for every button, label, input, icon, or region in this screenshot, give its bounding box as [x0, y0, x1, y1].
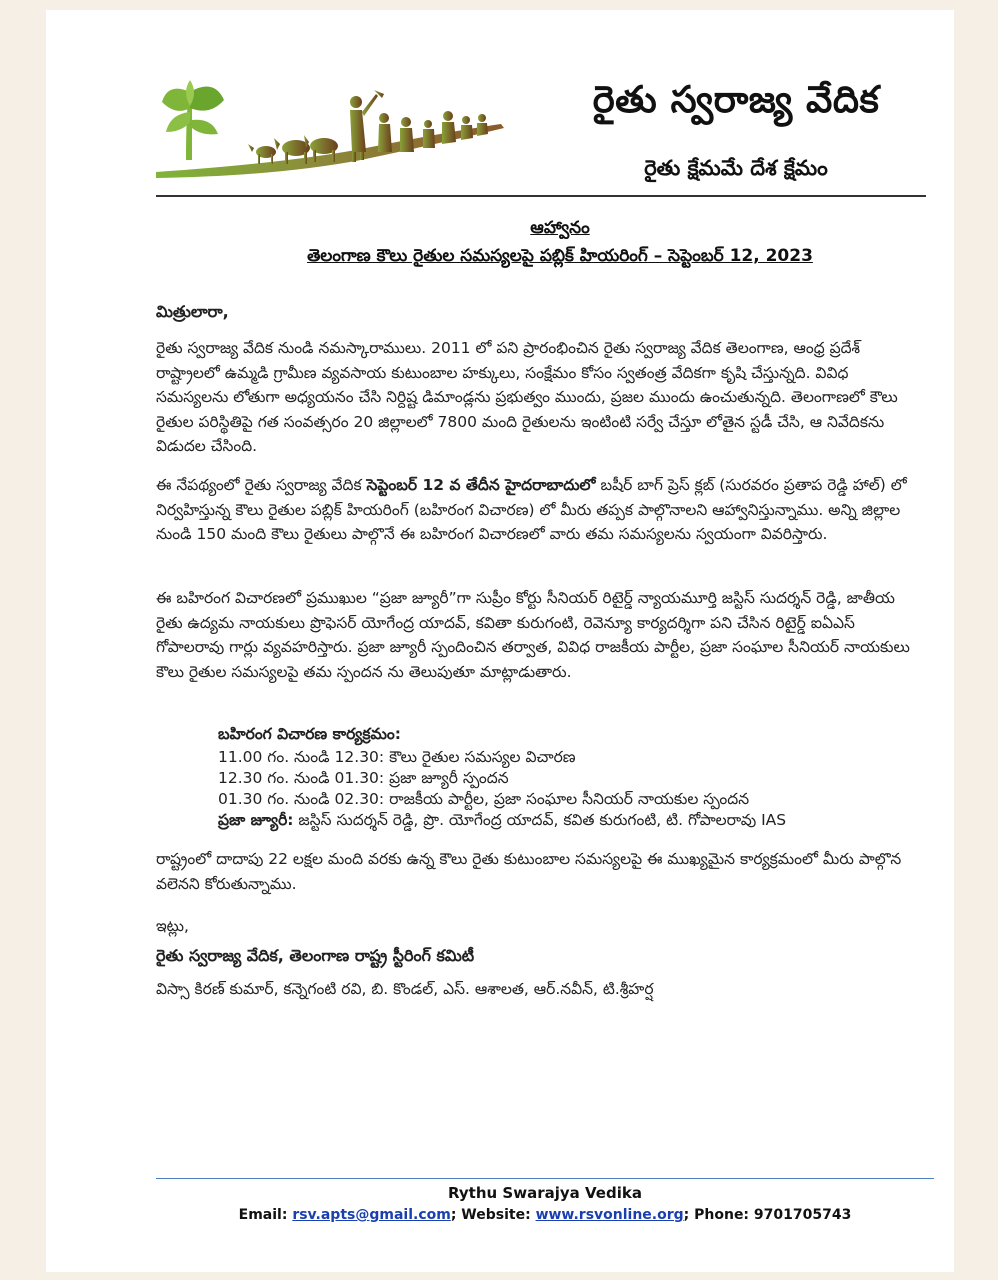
- paragraph-invitation-pre: ఈ నేపథ్యంలో రైతు స్వరాజ్య వేదిక: [156, 476, 367, 494]
- closing-regards: ఇట్లు,: [156, 917, 189, 935]
- paragraph-jury: ఈ బహిరంగ విచారణలో ప్రముఖుల “ప్రజా జ్యూరీ”గా సుప్రీం కోర్టు సీనియర్ రిటైర్డ్ న్యాయమూర్తి జస్టిస్ సుదర్శన్ రెడ్డి, జాతీయ రైతు ఉద్యమ నాయకులు ప్రొఫెసర్ యోగేంద్ర యాదవ్, కవితా కురుగంటి, రెవెన్యూ కార్యదర్శిగా పని చేసిన రిటైర్డ్ ఐఏఎస్ గోపాలరావు గార్లు వ్యవహరిస్తారు. ప్రజా జ్యూరీ స్పందించిన తర్వాత, వివిధ రాజకీయ పార్టీల, ప్రజా సంఘాల సీనియర్ నాయకులు కౌలు రైతుల సమస్యలపై తమ స్పందన ను తెలుపుతూ మాట్లాడుతారు.: [156, 589, 910, 681]
- website-link[interactable]: www.rsvonline.org: [535, 1207, 684, 1223]
- invitation-title: ఆహ్వానం: [530, 218, 590, 238]
- paragraph-invitation-post: బషీర్ బాగ్ ప్రెస్ క్లబ్ (సురవరం ప్రతాప రెడ్డి హాల్) లో నిర్వహిస్తున్న కౌలు రైతుల పబ్లిక్ హియరింగ్ (బహిరంగ విచారణ) లో మీరు తప్పక పాల్గొనాలని ఆహ్వానిస్తున్నాము. అన్ని జిల్లాల నుండి 150 మంది కౌలు రైతులు పాల్గొనే ఈ బహిరంగ విచారణలో వారు తమ సమస్యలను స్వయంగా వివరిస్తారు.: [156, 476, 907, 543]
- org-tagline: రైతు క్షేమమే దేశ క్షేమం: [644, 156, 828, 180]
- footer-org-name: Rythu Swarajya Vedika: [448, 1184, 642, 1202]
- header-divider: [156, 195, 926, 197]
- email-label: Email:: [238, 1207, 293, 1223]
- paragraph-intro: రైతు స్వరాజ్య వేదిక నుండి నమస్కారాములు. 2011 లో పని ప్రారంభించిన రైతు స్వరాజ్య వేదిక తెలంగాణ, ఆంధ్ర ప్రదేశ్ రాష్ట్రాలలో ఉమ్మడి గ్రామీణ వ్యవసాయ కుటుంబాల హక్కులు, సంక్షేమం కోసం స్వతంత్ర వేదికగా కృషి చేస్తున్నది. వివిధ సమస్యలను లోతుగా అధ్యయనం చేసి నిర్దిష్ట డిమాండ్లను ప్రభుత్వం ముందు, ప్రజల ముందు ఉంచుతున్నది. తెలంగాణలో కౌలు రైతుల పరిస్థితిపై గత సంవత్సరం 20 జిల్లాలలో 7800 మంది రైతులను ఇంటింటి సర్వే చేస్తూ లోతైన స్టడీ చేసి, ఆ నివేదికను విడుదల చేసింది.: [156, 339, 898, 455]
- rythu-swarajya-vedika-logo: [156, 72, 526, 182]
- schedule-item: 11.00 గం. నుండి 12.30: కౌలు రైతుల సమస్యల విచారణ: [218, 748, 576, 766]
- paragraph-invitation: [156, 473, 916, 547]
- email-link[interactable]: rsv.apts@gmail.com: [292, 1207, 451, 1223]
- schedule-item: 12.30 గం. నుండి 01.30: ప్రజా జ్యూరీ స్పందన: [218, 769, 509, 787]
- paragraph-request: రాష్ట్రంలో దాదాపు 22 లక్షల మంది వరకు ఉన్న కౌలు రైతు కుటుంబాల సమస్యలపై ఈ ముఖ్యమైన కార్యక్రమంలో మీరు పాల్గొన వలెనని కోరుతున్నాము.: [156, 850, 902, 893]
- phone-label: ; Phone:: [683, 1207, 754, 1223]
- jury-members: జస్టిస్ సుదర్శన్ రెడ్డి, ప్రొ. యోగేంద్ర యాదవ్, కవిత కురుగంటి, టి. గోపాలరావు IAS: [293, 811, 787, 829]
- jury-label: ప్రజా జ్యూరీ:: [218, 811, 294, 829]
- org-name: రైతు స్వరాజ్య వేదిక: [592, 78, 880, 121]
- event-title: తెలంగాణ కౌలు రైతుల సమస్యలపై పబ్లిక్ హియరింగ్ – సెప్టెంబర్ 12, 2023: [307, 246, 813, 266]
- event-date-venue: సెప్టెంబర్ 12 వ తేదీన హైదరాబాదులో: [366, 476, 596, 494]
- letter-page: [46, 10, 954, 1272]
- schedule-heading: బహిరంగ విచారణ కార్యక్రమం:: [218, 725, 401, 743]
- committee-signoff: రైతు స్వరాజ్య వేదిక, తెలంగాణ రాష్ట్ర స్టీరింగ్ కమిటీ: [156, 946, 475, 965]
- footer-divider: [156, 1178, 934, 1179]
- phone-number: 9701705743: [753, 1207, 852, 1223]
- footer-contact: [156, 1207, 934, 1223]
- website-label: ; Website:: [450, 1207, 536, 1223]
- signatories: విస్సా కిరణ్ కుమార్, కన్నెగంటి రవి, బి. కొండల్, ఎస్. ఆశాలత, ఆర్.నవీన్, టి.శ్రీహర్ష: [156, 980, 654, 998]
- jury-line: [218, 810, 938, 831]
- schedule-item: 01.30 గం. నుండి 02.30: రాజకీయ పార్టీల, ప్రజా సంఘాల సీనియర్ నాయకుల స్పందన: [218, 790, 750, 808]
- schedule-block: [218, 724, 938, 831]
- greeting: మిత్రులారా,: [156, 302, 229, 321]
- leaf-icon: [162, 80, 224, 160]
